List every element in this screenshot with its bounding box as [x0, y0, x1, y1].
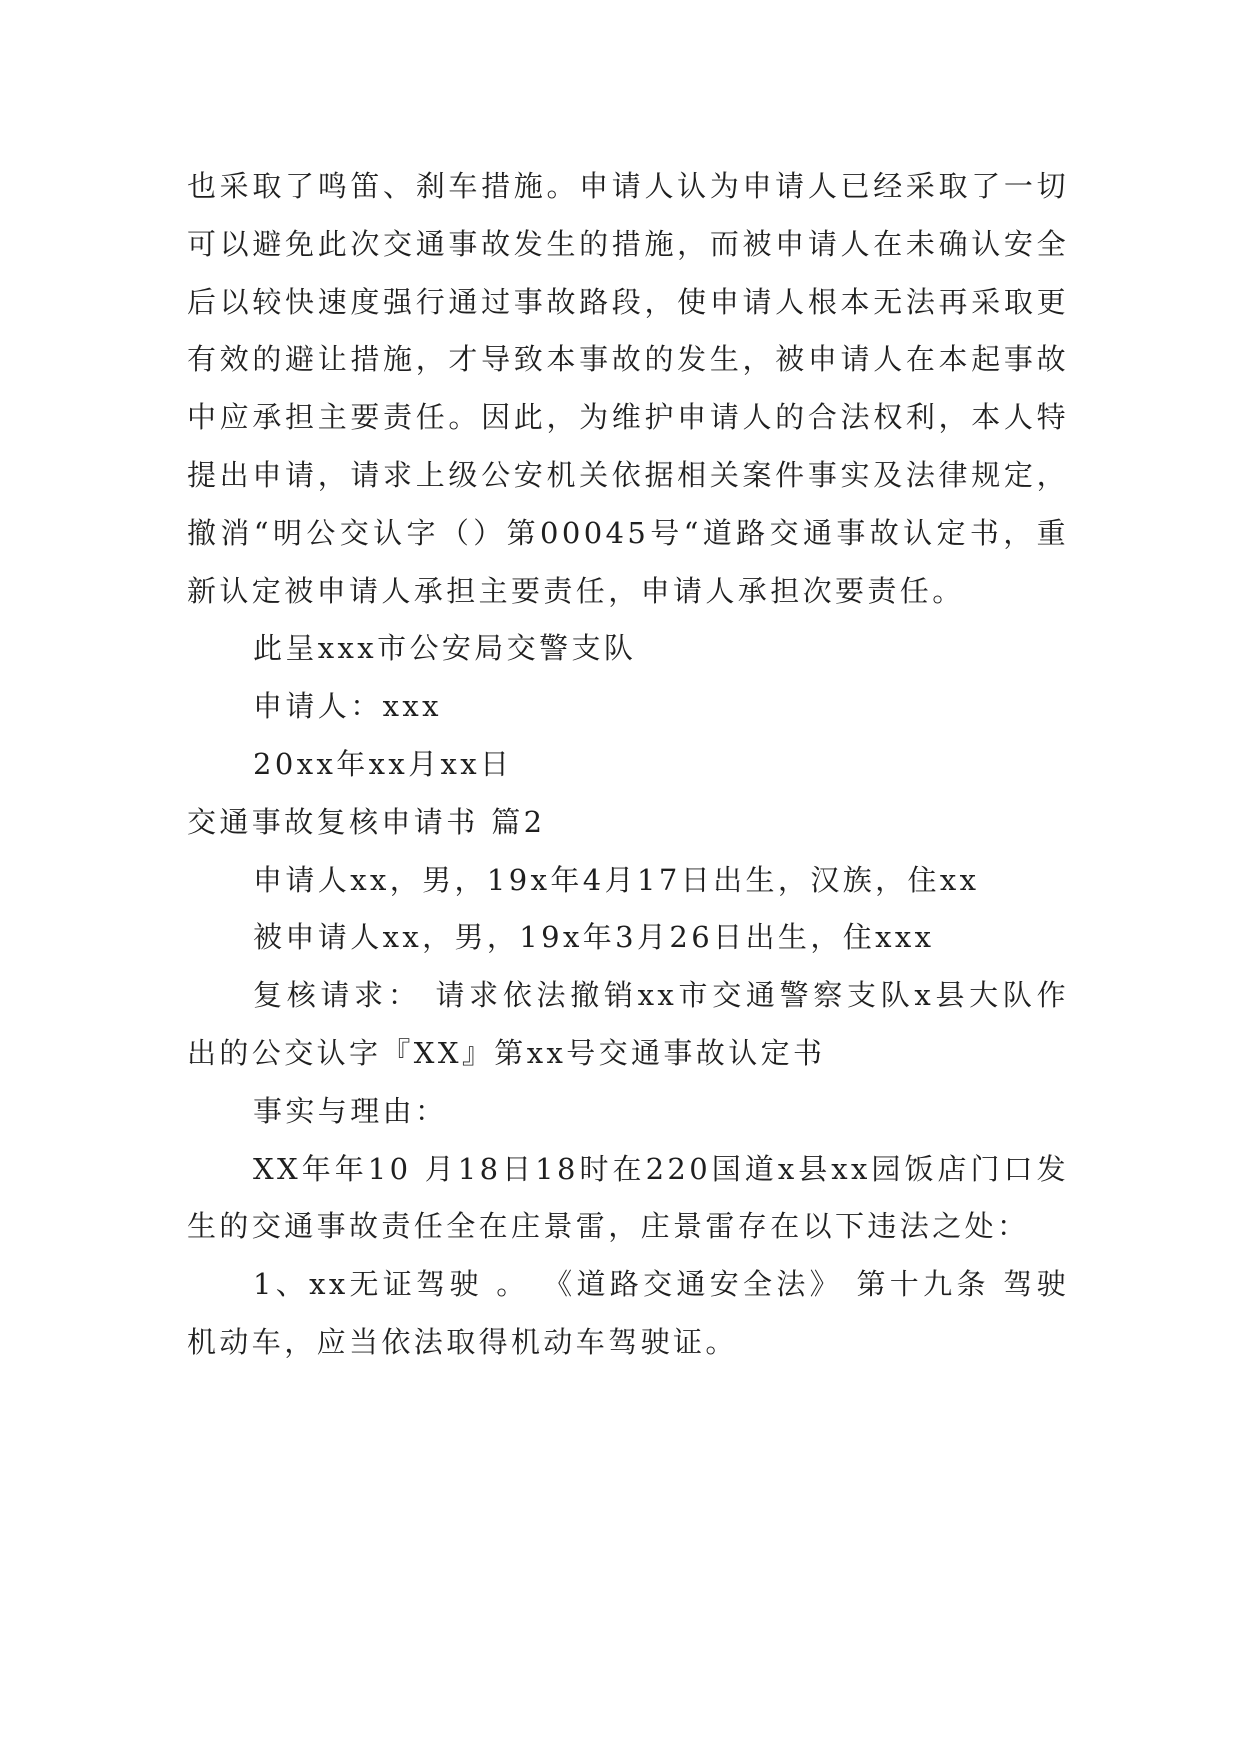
respondent-info: 被申请人xx，男，19x年3月26日出生，住xxx	[253, 920, 935, 955]
section-title: 交通事故复核申请书 篇2	[187, 804, 546, 839]
review-request: 复核请求： 请求依法撤销xx市交通警察支队x县大队作出的公交认字『XX』第xx号交通事故认定书	[187, 978, 1069, 1070]
addressee-line: 此呈xxx市公安局交警支队	[253, 631, 637, 666]
date-line: 20xx年xx月xx日	[253, 746, 513, 781]
facts-heading: 事实与理由：	[253, 1093, 448, 1128]
applicant-signature: 申请人：xxx	[253, 689, 442, 724]
paragraph-appeal-conclusion: 也采取了鸣笛、刹车措施。申请人认为申请人已经采取了一切可以避免此次交通事故发生的措施，而被申请人在未确认安全后以较快速度强行通过事故路段，使申请人根本无法再采取更有效的避让措施，才导致本事故的发生，被申请人在本起事故中应承担主要责任。因此，为维护申请人的合法权利，本人特提出申请，请求上级公安机关依据相关案件事实及法律规定，撤消“明公交认字（）第00045号“道路交通事故认定书，重新认定被申请人承担主要责任，申请人承担次要责任。	[187, 169, 1069, 608]
facts-body: XX年年10 月18日18时在220国道x县xx园饭店门口发生的交通事故责任全在庄景雷，庄景雷存在以下违法之处：	[187, 1151, 1069, 1244]
violation-item-1: 1、xx无证驾驶 。 《道路交通安全法》 第十九条 驾驶机动车，应当依法取得机动车驾驶证。	[187, 1267, 1069, 1359]
applicant-info: 申请人xx，男，19x年4月17日出生，汉族，住xx	[253, 862, 980, 897]
